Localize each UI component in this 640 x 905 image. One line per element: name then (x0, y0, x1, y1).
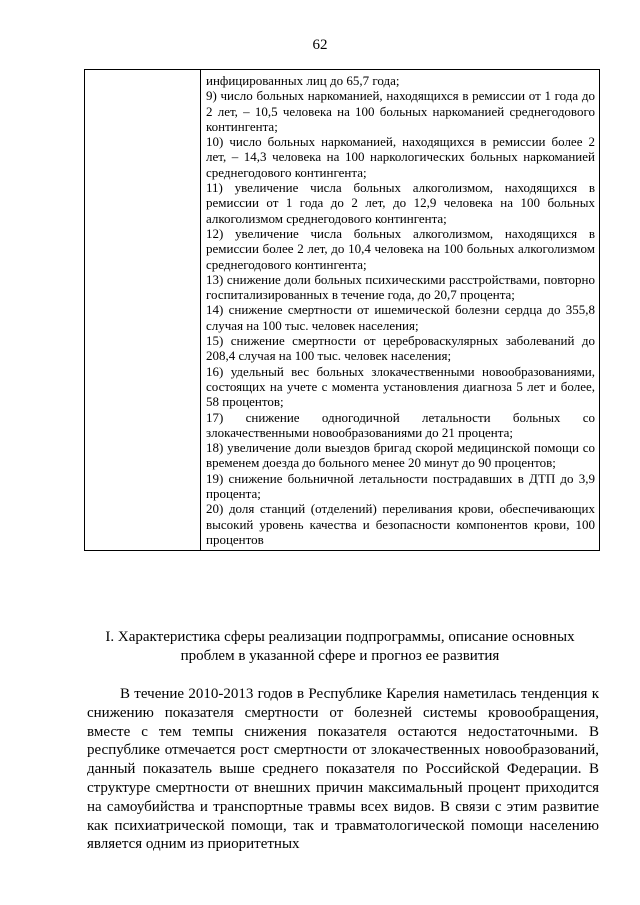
indicator-item: 20) доля станций (отделений) переливания крови, обеспечивающих высокий уровень качества и безопасности компонентов крови, 100 процентов (206, 501, 595, 547)
section-paragraph: В течение 2010-2013 годов в Республике Карелия наметилась тенденция к снижению показателя смертности от болезней системы кровообращения, вместе с тем темпы снижения показателя остаются недостаточными. В республике отмечается рост смертности от злокачественных новообразований, данный показатель выше среднего показателя по Российской Федерации. В структуре смертности от внешних причин максимальный процент приходится на самоубийства и транспортные травмы всех видов. В связи с этим развитие как психиатрической помощи, так и травматологической помощи населению является одним из приоритетных (87, 686, 599, 853)
page-number: 62 (312, 37, 328, 53)
indicator-item: 12) увеличение числа больных алкоголизмом, находящихся в ремиссии более 2 лет, до 10,4 человека на 100 больных алкоголизмом среднегодового контингента; (206, 225, 595, 272)
indicator-item: 15) снижение смертности от цереброваскулярных заболеваний до 208,4 случая на 100 тыс. человек населения; (206, 333, 595, 364)
indicator-item: 11) увеличение числа больных алкоголизмом, находящихся в ремиссии от 1 года до 2 лет, до 12,9 человека на 100 больных алкоголизмом среднегодового контингента; (206, 180, 595, 226)
section-heading-line1: I. Характеристика сферы реализации подпрограммы, описание основных (105, 629, 575, 645)
indicators-table (84, 69, 600, 551)
indicator-item: 17) снижение одногодичной летальности больных со злокачественными новообразованиями до 21 процента; (206, 409, 595, 440)
indicator-item: 9) число больных наркоманией, находящихся в ремиссии от 1 года до 2 лет, – 10,5 человека на 100 больных наркоманией среднегодового контингента; (206, 88, 595, 134)
section-heading (60, 628, 620, 666)
indicator-item: 19) снижение больничной летальности пострадавших в ДТП до 3,9 процента; (206, 470, 595, 502)
table-cell-empty (85, 70, 201, 551)
section-heading-line2: проблем в указанной сфере и прогноз ее развития (180, 648, 500, 664)
indicator-item: 13) снижение доли больных психическими расстройствами, повторно госпитализированных в течение года, до 20,7 процента; (206, 271, 595, 303)
indicator-item: 14) снижение смертности от ишемической болезни сердца до 355,8 случая на 100 тыс. человек населения; (206, 302, 595, 333)
indicator-item: инфицированных лиц до 65,7 года; (206, 73, 400, 88)
table-row (85, 70, 600, 551)
indicator-item: 18) увеличение доли выездов бригад скорой медицинской помощи со временем доезда до больного менее 20 минут до 90 процентов; (206, 440, 595, 471)
table-cell-indicators (201, 70, 600, 551)
indicator-item: 16) удельный вес больных злокачественными новообразованиями, состоящих на учете с момента установления диагноза 5 лет и более, 58 процентов; (206, 363, 595, 410)
indicator-item: 10) число больных наркоманией, находящихся в ремиссии более 2 лет, – 14,3 человека на 100 наркологических больных наркоманией среднегодового контингента; (206, 134, 595, 180)
